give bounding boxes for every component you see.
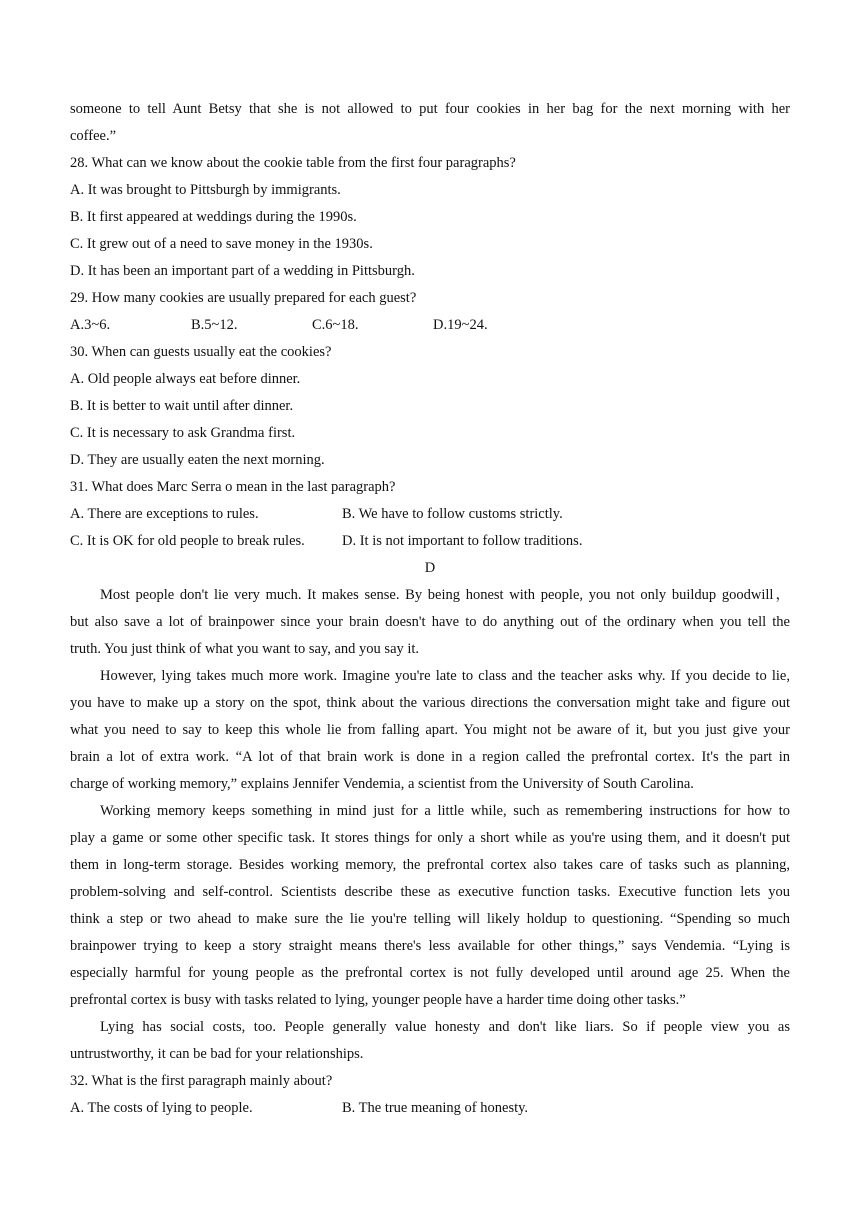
paragraph-line: but also save a lot of brainpower since your brain doesn't have to do anything out of the ordinary when you tell the — [70, 614, 790, 630]
document-page — [70, 96, 790, 1122]
question-28-option-c: C. It grew out of a need to save money in the 1930s. — [70, 236, 373, 252]
paragraph-line: truth. You just think of what you want to say, and you say it. — [70, 641, 420, 657]
question-31-option-d: D. It is not important to follow traditions. — [342, 533, 583, 549]
paragraph-line: what you need to say to keep this whole lie from falling apart. You might not be aware of it, but you just give your — [70, 722, 790, 738]
question-28-stem: 28. What can we know about the cookie table from the first four paragraphs? — [70, 155, 516, 171]
paragraph-line: However, lying takes much more work. Imagine you're late to class and the teacher asks why. If you decide to lie, — [100, 668, 790, 684]
question-28-option-a: A. It was brought to Pittsburgh by immigrants. — [70, 182, 341, 198]
paragraph-line: Lying has social costs, too. People generally value honesty and don't like liars. So if people view you as — [100, 1019, 790, 1035]
paragraph-line: charge of working memory,” explains Jennifer Vendemia, a scientist from the University of South Carolina. — [70, 776, 694, 792]
section-d-heading: D — [424, 560, 436, 576]
question-29-option-d: D.19~24. — [433, 317, 488, 333]
question-29-stem: 29. How many cookies are usually prepared for each guest? — [70, 290, 417, 306]
paragraph-line: play a game or some other specific task. It stores things for only a short while as you're using them, and it doesn't put — [70, 830, 790, 846]
paragraph-line: Most people don't lie very much. It makes sense. By being honest with people, you not only buildup goodwill， — [100, 587, 790, 603]
paragraph-line: untrustworthy, it can be bad for your relationships. — [70, 1046, 364, 1062]
paragraph-2 — [70, 663, 790, 798]
paragraph-line: you have to make up a story on the spot, think about the various directions the conversation might take and figure out — [70, 695, 790, 711]
paragraph-line: problem-solving and self-control. Scientists describe these as executive function tasks. Executive function lets you — [70, 884, 790, 900]
question-30-option-b: B. It is better to wait until after dinner. — [70, 398, 294, 414]
question-32-option-a: A. The costs of lying to people. — [70, 1100, 253, 1116]
question-29-option-b: B.5~12. — [191, 317, 238, 333]
question-29-option-a: A.3~6. — [70, 317, 111, 333]
question-31-options-row-1 — [70, 501, 790, 528]
question-31-option-b: B. We have to follow customs strictly. — [342, 506, 563, 522]
question-30-option-c: C. It is necessary to ask Grandma first. — [70, 425, 296, 441]
paragraph-line: prefrontal cortex is busy with tasks related to lying, younger people have a harder time doing other tasks.” — [70, 992, 686, 1008]
question-32-stem: 32. What is the first paragraph mainly about? — [70, 1073, 333, 1089]
question-30-option-a: A. Old people always eat before dinner. — [70, 371, 301, 387]
paragraph-line: think a step or two ahead to make sure the lie you're telling will likely holdup to questioning. “Spending so much — [70, 911, 790, 927]
question-32-option-b: B. The true meaning of honesty. — [342, 1100, 529, 1116]
question-30-option-d: D. They are usually eaten the next morning. — [70, 452, 325, 468]
question-32-options-row-1 — [70, 1095, 790, 1122]
passage-continuation-line-2: coffee.” — [70, 128, 117, 144]
question-29-options — [70, 312, 790, 339]
paragraph-3 — [70, 798, 790, 1014]
question-31-stem: 31. What does Marc Serra o mean in the last paragraph? — [70, 479, 396, 495]
question-28-option-d: D. It has been an important part of a wedding in Pittsburgh. — [70, 263, 415, 279]
question-30-stem: 30. When can guests usually eat the cookies? — [70, 344, 332, 360]
question-28-option-b: B. It first appeared at weddings during the 1990s. — [70, 209, 357, 225]
question-31-option-a: A. There are exceptions to rules. — [70, 506, 259, 522]
passage-continuation-line-1: someone to tell Aunt Betsy that she is not allowed to put four cookies in her bag for the next morning with her — [70, 101, 790, 117]
paragraph-line: Working memory keeps something in mind just for a little while, such as remembering instructions for how to — [100, 803, 790, 819]
paragraph-1 — [70, 582, 790, 663]
question-29-option-c: C.6~18. — [312, 317, 359, 333]
paragraph-line: brainpower trying to keep a story straight means there's less available for other things,” says Vendemia. “Lying is — [70, 938, 790, 954]
paragraph-line: them in long-term storage. Besides working memory, the prefrontal cortex also takes care of tasks such as planning, — [70, 857, 790, 873]
paragraph-line: especially harmful for young people as the prefrontal cortex is not fully developed until around age 25. When the — [70, 965, 790, 981]
question-31-options-row-2 — [70, 528, 790, 555]
paragraph-line: brain a lot of extra work. “A lot of that brain work is done in a region called the prefrontal cortex. It's the part in — [70, 749, 790, 765]
question-31-option-c: C. It is OK for old people to break rules. — [70, 533, 305, 549]
paragraph-4 — [70, 1014, 790, 1068]
